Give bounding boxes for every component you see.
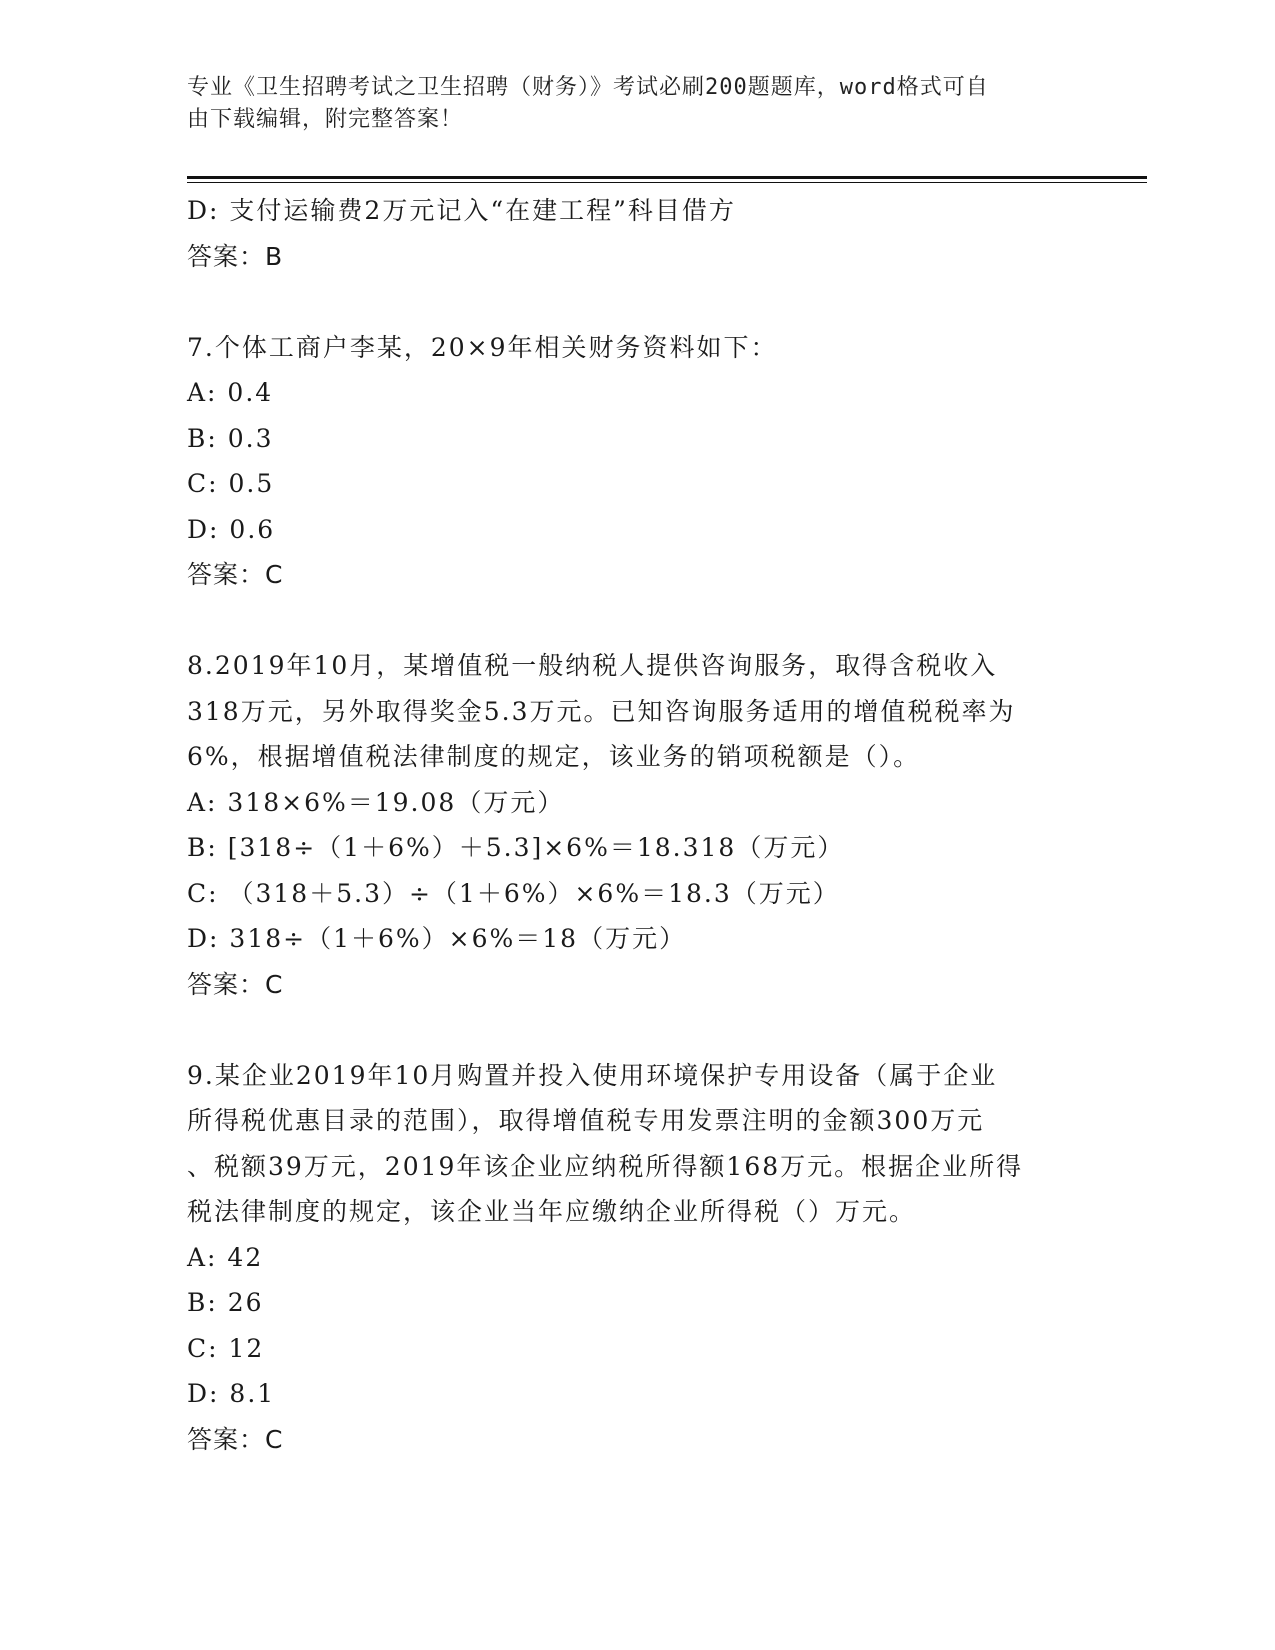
header-rule-thick (187, 176, 1147, 179)
question-9 (187, 1053, 1087, 1463)
option-d: D: 8.1 (187, 1379, 276, 1408)
question-8 (187, 643, 1087, 1007)
document-body (187, 188, 1087, 1462)
option-d: D: 318÷（1＋6%）×6%＝18（万元） (187, 924, 687, 953)
question-stem-line-1: 8.2019年10月，某增值税一般纳税人提供咨询服务，取得含税收入 (187, 651, 998, 680)
option-a: A: 42 (187, 1242, 264, 1272)
question-7 (187, 325, 1087, 598)
option-b: B: 0.3 (187, 423, 274, 453)
option-a: A: 318×6%＝19.08（万元） (187, 787, 565, 817)
header-line-2: 由下载编辑，附完整答案！ (187, 107, 464, 132)
document-header (187, 72, 1067, 136)
option-b: B: 26 (187, 1288, 264, 1317)
question-stem-line-2: 所得税优惠目录的范围），取得增值税专用发票注明的金额300万元 (187, 1106, 985, 1135)
option-b: B: [318÷（1＋6%）＋5.3]×6%＝18.318（万元） (187, 833, 845, 862)
question-stem-line-4: 税法律制度的规定，该企业当年应缴纳企业所得税（）万元。 (187, 1197, 917, 1226)
option-c: C: 0.5 (187, 469, 275, 498)
question-stem-line-3: 、税额39万元，2019年该企业应纳税所得额168万元。根据企业所得 (187, 1151, 1024, 1181)
question-stem-line-1: 9.某企业2019年10月购置并投入使用环境保护专用设备（属于企业 (187, 1060, 998, 1090)
option-c: C: 12 (187, 1333, 265, 1363)
answer: 答案：B (187, 241, 284, 271)
question-stem-line-2: 318万元，另外取得奖金5.3万元。已知咨询服务适用的增值税税率为 (187, 696, 1016, 726)
answer: 答案：C (187, 560, 284, 589)
option-c: C: （318＋5.3）÷（1＋6%）×6%＝18.3（万元） (187, 878, 840, 908)
option-d: D: 0.6 (187, 514, 276, 544)
question-stem: 7.个体工商户李某，20×9年相关财务资料如下： (187, 332, 778, 362)
option-d: D: 支付运输费2万元记入“在建工程”科目借方 (187, 196, 736, 225)
answer: 答案：C (187, 969, 284, 999)
question-stem-line-3: 6%，根据增值税法律制度的规定，该业务的销项税额是（）。 (187, 742, 921, 771)
question-6-tail (187, 188, 1087, 279)
header-rule-thin (187, 182, 1147, 183)
option-a: A: 0.4 (187, 378, 274, 407)
header-line-1: 专业《卫生招聘考试之卫生招聘（财务）》考试必刷200题题库，word格式可自 (187, 75, 989, 100)
answer: 答案：C (187, 1424, 284, 1454)
